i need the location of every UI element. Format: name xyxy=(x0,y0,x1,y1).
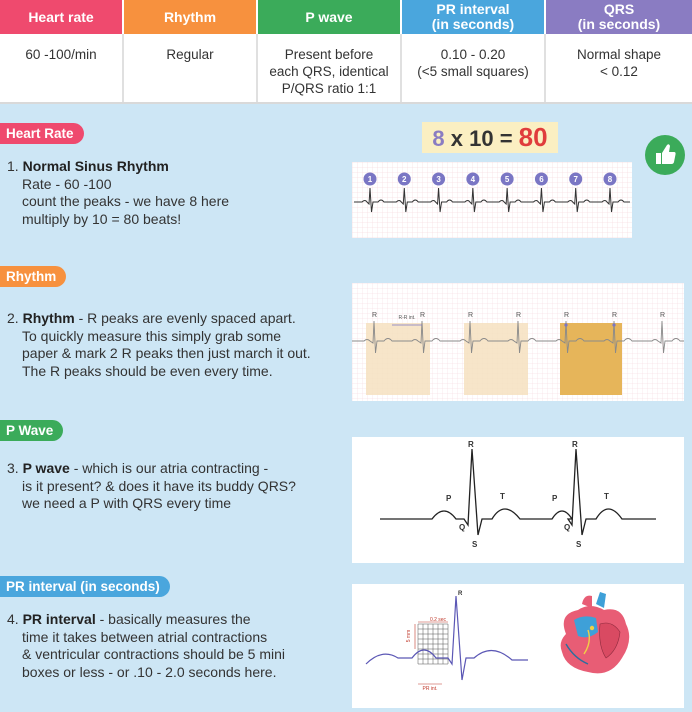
header-p-wave: P wave xyxy=(258,0,402,34)
cell-qrs: Normal shape < 0.12 xyxy=(576,47,662,79)
heart-icon xyxy=(561,592,630,673)
peak-mark xyxy=(564,323,567,326)
pr-interval-tag: PR interval (in seconds) xyxy=(0,576,170,597)
peak-number: 6 xyxy=(539,175,544,184)
p-wave-text: 3. P wave - which is our atria contracting - is it present? & does it have its buddy QRS? we need a P with QRS every time xyxy=(7,460,296,511)
p-wave-diagram xyxy=(352,437,684,563)
thumbs-up-icon xyxy=(645,135,685,175)
s-label-2: S xyxy=(576,540,582,549)
peak-number: 1 xyxy=(367,175,373,184)
header-qrs: QRS (in seconds) xyxy=(546,0,692,34)
cell-p-wave: Present before each QRS, identical P/QRS ratio 1:1 xyxy=(258,34,402,102)
paper-strip-3 xyxy=(560,323,622,395)
peak-number: 7 xyxy=(573,175,578,184)
r-peak-label: R xyxy=(612,312,618,319)
p-wave-tag: P Wave xyxy=(0,420,63,441)
pr-r-label: R xyxy=(458,591,463,597)
header-rhythm: Rhythm xyxy=(124,0,258,34)
summary-table xyxy=(0,0,692,104)
paper-strip-1 xyxy=(366,323,430,395)
q-label-1: Q xyxy=(459,523,466,532)
cell-rhythm: Regular xyxy=(124,34,258,102)
beat-formula: 8 x 10 = 80 xyxy=(422,122,558,153)
pr-top-label: 0.2 sec xyxy=(429,617,447,623)
pr-interval-diagram xyxy=(352,584,684,708)
heart-rate-tag: Heart Rate xyxy=(0,123,84,144)
rhythm-text: 2. Rhythm - R peaks are evenly spaced apart. To quickly measure this simply grab some paper & mark 2 R peaks then just march it out. The R peaks should be even every time. xyxy=(7,310,311,379)
p-label-1: P xyxy=(446,494,452,503)
heart-rate-text: 1. Normal Sinus Rhythm Rate - 60 -100 count the peaks - we have 8 here multiply by 10 = 80 beats! xyxy=(7,158,230,227)
pr-interval-text: 4. PR interval - basically measures the time it takes between atrial contractions & ventricular contractions should be 5 mini boxes or less - or .10 - 2.0 seconds here. xyxy=(7,611,286,680)
peak-number: 4 xyxy=(470,175,476,184)
s-label-1: S xyxy=(472,540,478,549)
r-peak-label: R xyxy=(516,312,522,319)
header-heart-rate: Heart rate xyxy=(0,0,124,34)
r-peak-label: R xyxy=(564,312,570,319)
header-pr-interval: PR interval (in seconds) xyxy=(402,0,546,34)
t-label-2: T xyxy=(604,492,609,501)
pr-int-label: PR int. xyxy=(422,686,438,692)
table-header-row xyxy=(0,0,692,34)
r-peak-label: R xyxy=(468,312,474,319)
peak-number: 3 xyxy=(436,175,441,184)
cell-heart-rate: 60 -100/min xyxy=(0,34,124,102)
t-label-1: T xyxy=(500,492,505,501)
rhythm-tag: Rhythm xyxy=(0,266,66,287)
peak-mark xyxy=(612,323,615,326)
p-label-2: P xyxy=(552,494,558,503)
r-label-2: R xyxy=(572,440,578,449)
peak-number: 5 xyxy=(504,175,510,184)
rhythm-ecg-strip xyxy=(352,283,684,401)
r-peak-label: R xyxy=(420,312,426,319)
peak-number: 2 xyxy=(402,175,407,184)
q-label-2: Q xyxy=(564,523,571,532)
r-label-1: R xyxy=(468,440,474,449)
r-peak-label: R xyxy=(660,312,666,319)
peak-number: 8 xyxy=(607,175,613,184)
rr-interval-label: R-R int. xyxy=(398,315,416,321)
cell-pr-interval: 0.10 - 0.20 (<5 small squares) xyxy=(402,34,546,102)
heart-rate-ecg-strip xyxy=(352,162,632,238)
pr-side-label: 5 mm xyxy=(406,629,412,643)
table-body-row xyxy=(0,34,692,104)
r-peak-label: R xyxy=(372,312,378,319)
